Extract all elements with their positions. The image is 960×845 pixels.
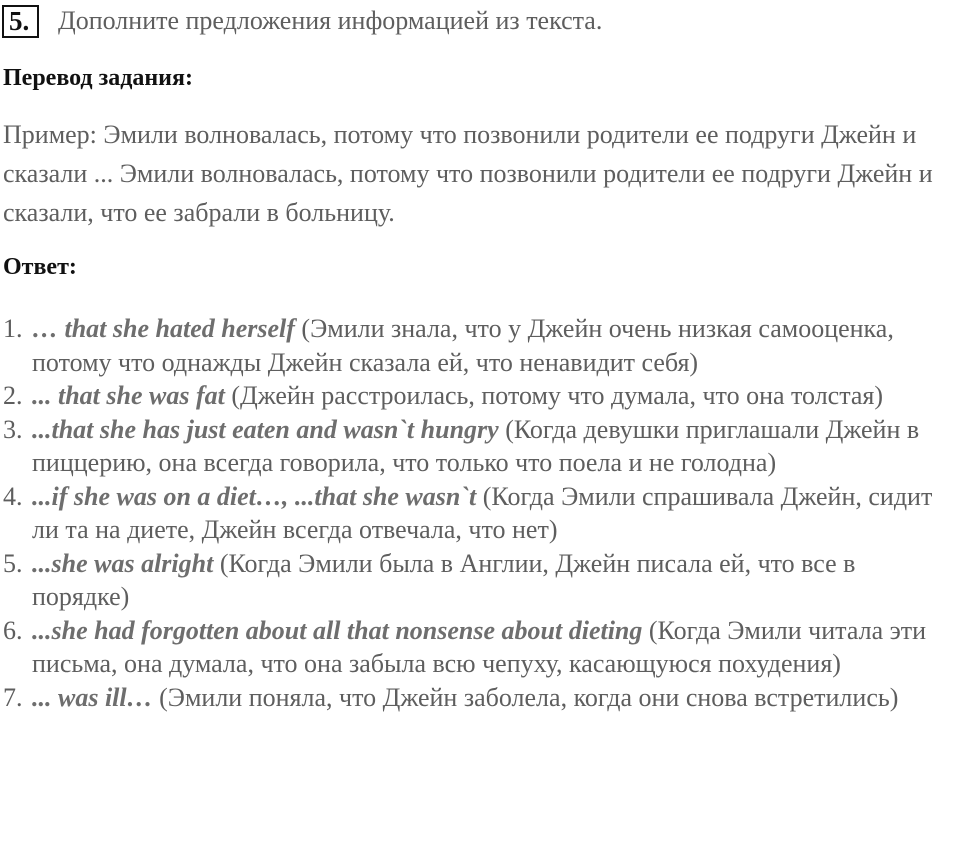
answer-key-phrase: ... was ill… xyxy=(32,682,153,712)
answer-item-1 xyxy=(3,312,958,379)
answer-item-4 xyxy=(3,480,958,547)
translation-heading: Перевод задания: xyxy=(3,65,193,91)
answer-explanation: (Джейн расстроилась, потому что думала, что она толстая) xyxy=(224,381,884,410)
translation-text: Пример: Эмили волновалась, потому что позвонили родители ее подруги Джейн и сказали ... Эмили волновалась, потому что позвонили родители ее подруги Джейн и сказали, что ее забрали в больницу. xyxy=(3,120,933,227)
answer-number: 1. xyxy=(3,314,23,343)
answer-explanation: (Когда Эмили читала эти письма, она думала, что она забыла всю чепуху, касающуюся похудения) xyxy=(32,615,927,678)
answer-key-phrase: ...she was alright xyxy=(32,548,214,578)
answer-list xyxy=(3,312,958,714)
answer-item-3 xyxy=(3,413,958,480)
answer-number: 5. xyxy=(3,548,23,578)
answer-heading: Ответ: xyxy=(3,254,77,280)
answer-item-2 xyxy=(3,379,958,413)
answer-number: 7. xyxy=(3,682,23,712)
answer-number: 3. xyxy=(3,414,23,444)
task-number-box: 5. xyxy=(2,5,39,38)
answer-number: 6. xyxy=(3,615,23,645)
task-title: Дополните предложения информацией из текста. xyxy=(58,6,603,35)
answer-explanation: (Эмили поняла, что Джейн заболела, когда они снова встретились) xyxy=(152,682,899,712)
answer-key-phrase: ...if she was on a diet…, ...that she wasn`t xyxy=(32,481,477,511)
answer-explanation: (Когда Эмили была в Англии, Джейн писала ей, что все в порядке) xyxy=(32,548,856,611)
task-header xyxy=(2,3,602,39)
answer-item-5 xyxy=(3,547,958,614)
answer-explanation: (Эмили знала, что у Джейн очень низкая самооценка, потому что однажды Джейн сказала ей, что ненавидит себя) xyxy=(32,314,894,377)
answer-key-phrase: ...that she has just eaten and wasn`t hungry xyxy=(32,414,499,444)
answer-key-phrase: … that she hated herself xyxy=(32,314,295,343)
answer-explanation: (Когда девушки приглашали Джейн в пиццерию, она всегда говорила, что только что поела и не голодна) xyxy=(32,414,920,477)
answer-key-phrase: ... that she was fat xyxy=(32,381,225,410)
answer-explanation: (Когда Эмили спрашивала Джейн, сидит ли та на диете, Джейн всегда отвечала, что нет) xyxy=(32,481,933,544)
answer-item-7 xyxy=(3,681,958,715)
answer-number: 2. xyxy=(3,381,23,410)
answer-item-6 xyxy=(3,614,958,681)
answer-number: 4. xyxy=(3,481,23,511)
answer-key-phrase: ...she had forgotten about all that nonsense about dieting xyxy=(32,615,643,645)
